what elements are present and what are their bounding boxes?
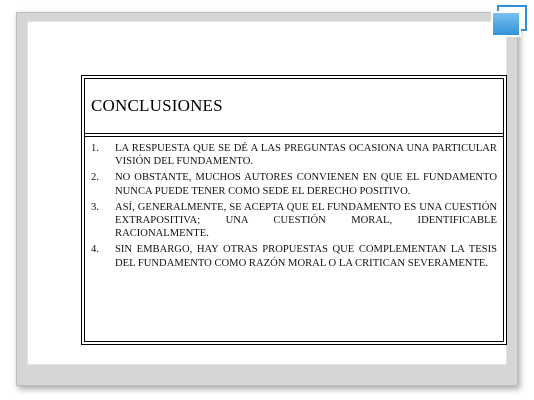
stacked-windows-icon[interactable]	[488, 4, 530, 38]
item-number: 1.	[91, 143, 99, 154]
conclusions-list	[85, 137, 503, 270]
slide-frame	[16, 12, 518, 386]
item-number: 3.	[91, 201, 99, 213]
list-item	[91, 142, 497, 169]
list-item	[91, 171, 497, 198]
item-text: ASÍ, GENERALMENTE, SE ACEPTA QUE EL FUNDAMENTO ES UNA CUESTIÓN EXTRAPOSITIVA; UNA CUESTIÓN MORAL, IDENTIFICABLE RACIONALMENTE.	[115, 201, 497, 240]
item-number: 4.	[91, 244, 99, 256]
list-item	[91, 243, 497, 270]
conclusions-panel	[84, 78, 504, 342]
item-number: 2.	[91, 172, 99, 184]
list-item	[91, 201, 497, 241]
item-text: NO OBSTANTE, MUCHOS AUTORES CONVIENEN EN QUE EL FUNDAMENTO NUNCA PUEDE TENER COMO SEDE EL DERECHO POSITIVO.	[115, 172, 497, 197]
panel-title: CONCLUSIONES	[85, 79, 503, 137]
item-text: SIN EMBARGO, HAY OTRAS PROPUESTAS QUE COMPLEMENTAN LA TESIS DEL FUNDAMENTO COMO RAZÓN MORAL O LA CRITICAN SEVERAMENTE.	[115, 244, 497, 269]
item-text: LA RESPUESTA QUE SE DÉ A LAS PREGUNTAS OCASIONA UNA PARTICULAR VISIÓN DEL FUNDAMENTO.	[115, 143, 497, 168]
slide-page	[27, 21, 507, 365]
